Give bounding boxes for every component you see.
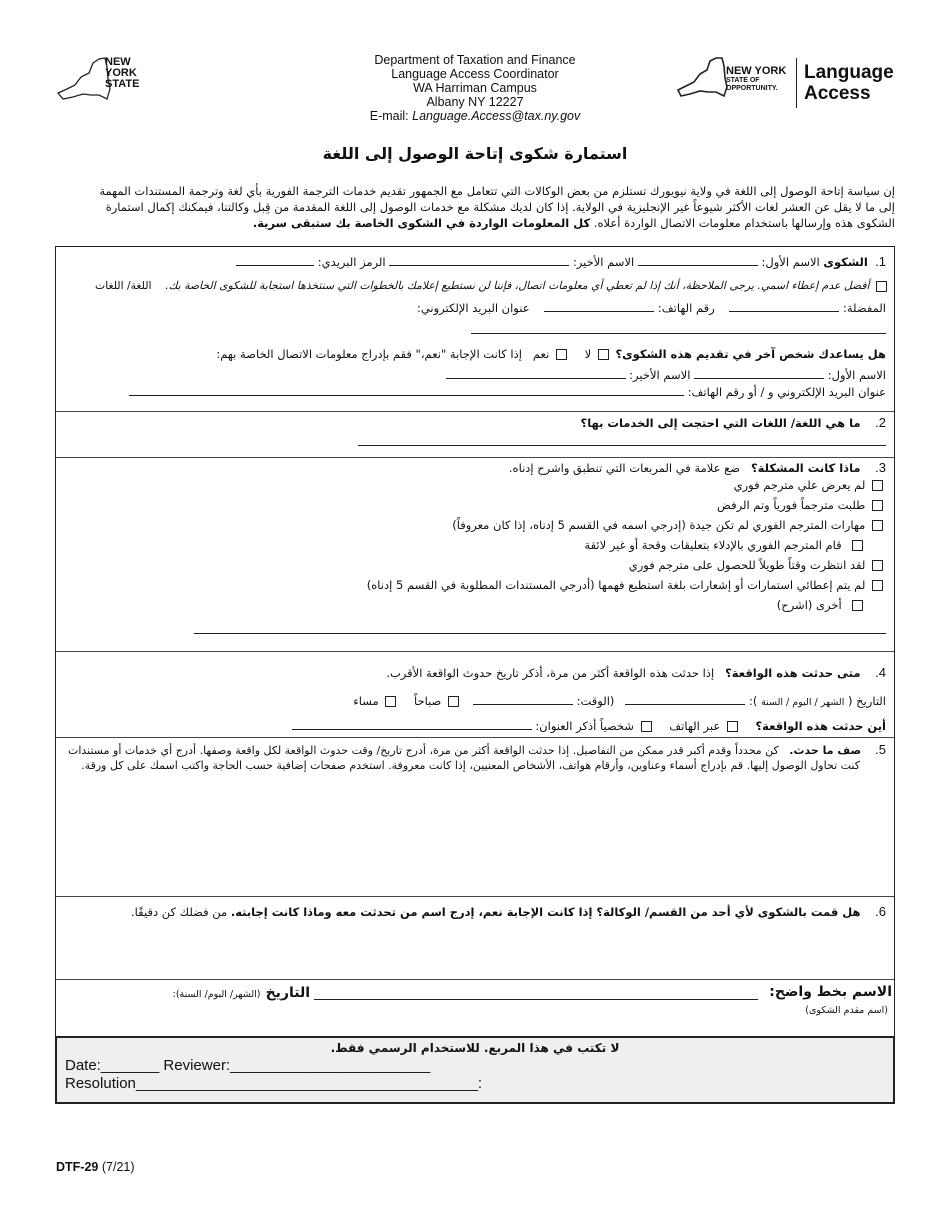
pm-checkbox[interactable] [385,696,396,707]
intro-line: إلى ما لا يقل عن العشر لغات الأكثر شيوعاً غير الإنجليزية في الولاية. إذا كان لديك مشكلة مع خدمات الوصول إلى اللغة المقدمة من قِبل وكالتنا، فيمكنك إكمال استمارة [105,200,895,214]
last-name-field[interactable] [389,254,569,266]
helper-no-checkbox[interactable] [598,349,609,360]
official-heading: لا تكتب في هذا المربع. للاستخدام الرسمي فقط. [330,1041,620,1055]
date-label: التاريخ ( [848,694,886,708]
section-number: 1. [875,254,886,269]
coordinator: Language Access Coordinator [391,67,559,81]
problem-option [66,538,866,553]
section-divider [56,737,894,738]
intro-text: الشكوى هذه وإرسالها باستخدام معلومات الاتصال الواردة أعلاه. [593,216,895,230]
nys-logo-line: STATE [105,78,140,90]
last-name-label: الاسم الأخير: [572,255,635,269]
s1-row-name [66,254,886,270]
date-close: ): [749,694,758,708]
section-divider [56,651,894,652]
la-logo-line: STATE OF [726,77,760,84]
section-number: 2. [875,415,886,430]
s1-row-helper-contact [66,384,886,400]
section-divider [56,896,894,897]
problem-checkbox[interactable] [872,520,883,531]
phone-label: رقم الهاتف: [657,301,715,315]
s4-row-datetime [66,693,886,710]
date-label-group [168,983,310,1004]
section-divider [56,457,894,458]
helper-yes-label: نعم [532,347,550,361]
intro-confidential: كل المعلومات الواردة في الشكوى الخاصة بك ستبقى سرية. [252,216,591,230]
helper-no-label: لا [584,347,592,361]
problem-option [66,578,886,593]
nys-logo-line: YORK [105,67,137,79]
s4-row-where [66,718,886,734]
s3-question: ماذا كانت المشكلة؟ [751,461,861,475]
helper-first-field[interactable] [694,367,824,379]
problem-checkbox[interactable] [872,560,883,571]
problem-option [66,498,886,513]
la-logo-line: NEW YORK [726,65,787,77]
la-logo-title: Access [804,83,871,104]
problem-checkbox[interactable] [872,580,883,591]
problem-option [66,518,886,533]
incident-address-field[interactable] [292,718,532,730]
official-resolution[interactable] [65,1075,482,1093]
s6-question: هل قمت بالشكوى لأي أحد من القسم/ الوكالة؟ إذا كانت الإجابة نعم، إدرج اسم من تحدثت معه وماذا كانت إجابته. [230,905,861,919]
helper-contact-field[interactable] [129,384,684,396]
problem-option-label: طلبت مترجماً فورياً وتم الرفض [717,498,866,512]
incident-date-field[interactable] [625,693,745,705]
first-name-field[interactable] [638,254,758,266]
s3-instruction: ضع علامة في المربعات التي تنطبق واشرح إدناه. [508,461,741,475]
s4-question: متى حدثت هذه الواقعة؟ [725,666,861,680]
section-number: 3. [875,460,886,475]
s2-row [66,415,886,431]
preferred-language-field[interactable] [729,300,839,312]
s5-row-text [60,758,860,773]
zip-label: الرمز البريدي: [317,255,386,269]
form-number: DTF-29 [56,1160,99,1174]
am-label: صباحاً [413,694,442,708]
helper-yes-checkbox[interactable] [556,349,567,360]
first-name-label: الاسم الأول: [761,255,820,269]
section-number: 5. [875,742,886,757]
s1-row-helper-name [66,367,886,383]
s1-row-contact [66,300,886,316]
language-access-logo [676,56,896,112]
anon-checkbox[interactable] [876,281,887,292]
nys-logo-line: NEW [105,56,131,68]
prior-complaint-area[interactable] [62,925,888,975]
email-label: E-mail: [369,109,409,123]
problem-option [66,558,886,573]
other-explain-field[interactable] [194,633,886,634]
complainant-name-note: (اسم مقدم الشكوى) [805,1005,888,1016]
city: Albany NY 12227 [426,95,524,109]
by-phone-label: عبر الهاتف [669,719,721,733]
s3-row-question [66,460,886,476]
am-checkbox[interactable] [448,696,459,707]
s1-label: الشكوى [823,255,868,269]
description-area[interactable] [62,777,888,892]
s2-question: ما هي اللغة/ اللغات التي احتجت إلى الخدمات بها؟ [580,416,861,430]
la-logo-line: OPPORTUNITY. [726,85,778,92]
s1-row-anon [64,278,890,293]
preferred-label: المفضلة: [843,301,886,315]
form-revision: (7/21) [101,1160,135,1174]
problem-checkbox[interactable] [852,540,863,551]
problem-option-label: لم يتم إعطائي استمارات أو إشعارات بلغة استطيع فهمها (أدرجي المستندات المطلوبة في القسم 5 إدناه) [366,578,866,592]
helper-question: هل يساعدك شخص آخر في تقديم هذه الشكوى؟ [615,347,886,361]
resolution-colon: : [477,1075,483,1092]
section-number: 4. [875,665,886,680]
problem-option-label: قام المترجم الفوري بالإدلاء بتعليقات وقحة أو غير لائقة [584,538,842,552]
s5-row-title [66,742,886,758]
dept-name: Department of Taxation and Finance [374,53,576,67]
intro-line: إن سياسة إتاحة الوصول إلى اللغة في ولاية نيويورك تستلزم من بعض الوكالات التي تتعامل مع الجمهور تقديم خدمات الترجمة الفورية بأي لغة وترجمة المستندات المهمة [99,184,895,198]
helper-first-label: الاسم الأول: [827,368,886,382]
incident-time-field[interactable] [473,693,573,705]
official-date-reviewer[interactable]: Date:_______ Reviewer:________________________ [65,1057,431,1074]
email-link[interactable]: Language.Access@tax.ny.gov [412,109,581,123]
by-phone-checkbox[interactable] [727,721,738,732]
anon-note: أفضل عدم إعطاء اسمي. يرجى الملاحظة، أنك إذا لم تعطي أي معلومات اتصال، فإننا لن نستطيع إعلامك بالخطوات التي سنتخذها استجابة للشكوى الخاصة بك. [165,279,870,292]
resolution-text: Resolution_________________________________________ [65,1075,478,1092]
agency-address [300,53,650,123]
helper-contact-label: عنوان البريد الإلكتروني و / أو رقم الهاتف: [687,385,886,399]
problem-option [66,598,866,613]
intro-line [55,215,895,231]
helper-last-field[interactable] [446,367,626,379]
sig-date-label: التاريخ [265,985,310,1001]
section-divider [56,411,894,412]
languages-needed-field[interactable] [358,445,886,446]
s4-row-question [66,665,886,681]
pm-label: مساء [353,694,379,708]
complaint-form [55,246,895,1038]
problem-option-label: أخرى (اشرح) [776,598,842,612]
phone-field[interactable] [544,300,654,312]
where-question: أين حدثت هذه الواقعة؟ [755,719,886,733]
form-title: استمارة شكوى إتاحة الوصول إلى اللغة [322,144,628,163]
logo-divider [796,58,797,108]
time-label: (الوقت: [576,694,615,708]
problem-checkbox[interactable] [852,600,863,611]
s6-tail: من فضلك كن دقيقًا. [131,905,228,919]
s1-row-helper [66,347,886,362]
sig-date-format: (الشهر/ اليوم/ السنة): [172,989,261,1000]
campus: WA Harriman Campus [413,81,537,95]
s5-title: صف ما حدث. [789,744,862,757]
problem-checkbox[interactable] [872,480,883,491]
problem-option [66,478,886,493]
helper-last-label: الاسم الأخير: [629,368,691,382]
s5-text: كن محدداً وقدم أكبر قدر ممكن من التفاصيل. إذا حدثت الواقعة أكثر من مرة، أدرج تاريخ/ وقت حدوث الواقعة لكل واقعة وصفها. أدرج أي خدمات أو مستندات [67,744,779,757]
in-person-label: شخصياً [599,719,634,733]
problem-checkbox[interactable] [872,500,883,511]
s6-row [66,904,886,920]
problem-option-label: لم يعرض علي مترجم فوري [733,478,866,492]
date-format: الشهر / اليوم / السنة [761,697,845,708]
problem-option-label: مهارات المترجم الفوري لم تكن جيدة (إدرجي اسمه في القسم 5 إدناه، إذا كان معروفاً) [452,518,866,532]
la-logo-title: Language [804,62,894,83]
s4-note: إذا حدثت هذه الواقعة أكثر من مرة، أذكر تاريخ حدوث الواقعة الأقرب. [386,666,715,680]
in-person-checkbox[interactable] [641,721,652,732]
printed-name-label: الاسم بخط واضح: [769,984,892,1000]
helper-note: إذا كانت الإجابة "نعم،" فقم بإدراج معلومات الاتصال الخاصة بهم: [216,347,522,361]
nys-logo [55,55,150,105]
s5-text: كنت تحاول الوصول إليها. قم بإدراج أسماء وعناوين، وأرقام هواتف، الأشخاص المعنيين، إذا كانت معروفة. استخدم صفحات إضافية حسب الحاجة واكتب اسمك على كل ورقة. [81,759,860,772]
section-number: 6. [875,904,886,919]
email-line [300,109,650,123]
zip-field[interactable] [236,254,314,266]
intro-paragraph [55,183,895,231]
printed-name-field[interactable] [314,999,758,1000]
official-use-box [55,1036,895,1104]
address-label: أذكر العنوان: [535,719,597,733]
problem-option-label: لقد انتظرت وقتاً طويلاً للحصول على مترجم فوري [628,558,866,572]
languages-label: اللغة/ اللغات [95,279,152,292]
form-id [56,1160,135,1174]
email-address-label: عنوان البريد الإلكتروني: [416,301,530,315]
section-divider [56,979,894,980]
email-field[interactable] [471,333,886,334]
